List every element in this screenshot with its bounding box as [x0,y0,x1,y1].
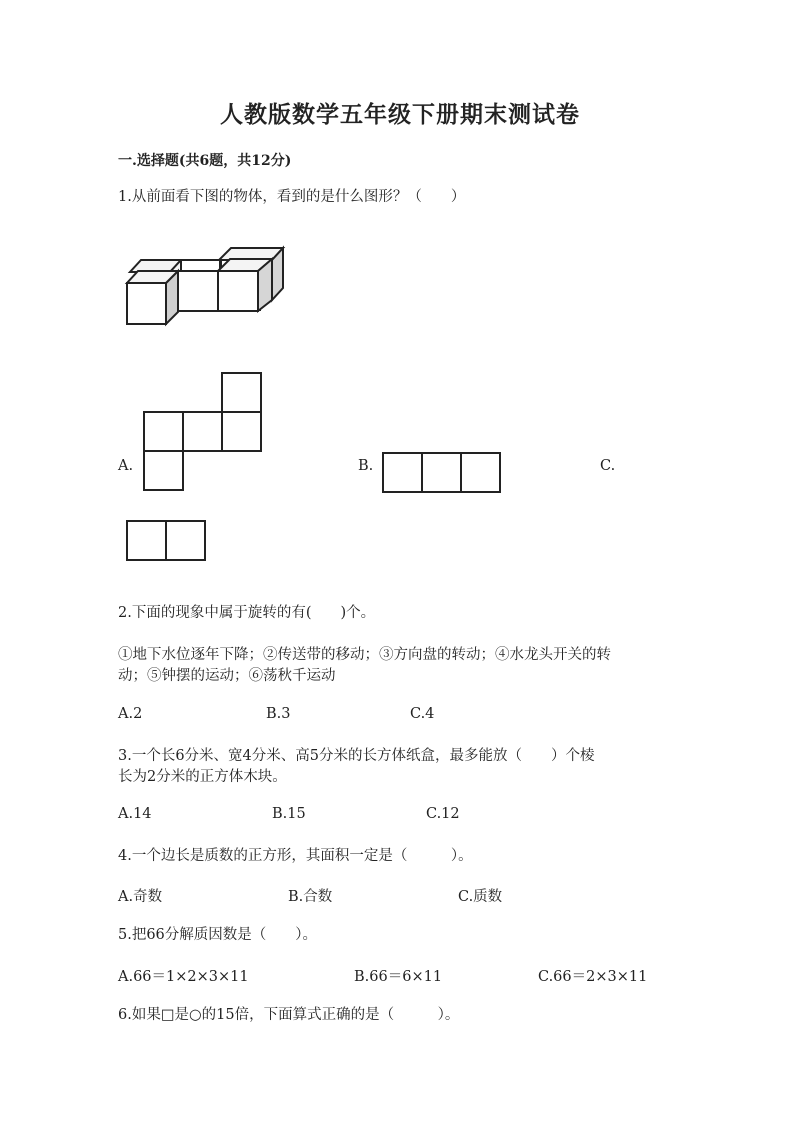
q2-option-c: C.4 [410,706,435,722]
q2-option-a: A.2 [118,706,143,722]
q1-option-c-label: C. [600,458,616,474]
q1-option-a-figure [140,370,265,495]
q1-option-b-label: B. [358,458,374,474]
q5-option-a: A.66＝1×2×3×11 [118,969,249,985]
q4-option-c: C.质数 [458,889,503,905]
q1-option-a-label: A. [118,458,134,474]
q5-option-b: B.66＝6×11 [354,969,443,985]
q3-option-a: A.14 [118,806,152,822]
question-3-line2: 长为2分米的正方体木块。 [118,769,287,785]
page-title: 人教版数学五年级下册期末测试卷 [220,101,580,128]
q3-option-c: C.12 [426,806,460,822]
question-2-detail-line2: 动；⑤钟摆的运动；⑥荡秋千运动 [118,668,336,684]
question-3-line1: 3.一个长6分米、宽4分米、高5分米的长方体纸盒，最多能放（ ）个棱 [118,748,595,764]
q1-option-c-figure [124,518,209,563]
q1-solid-figure [118,240,288,330]
question-4-text: 4.一个边长是质数的正方形，其面积一定是（ ）。 [118,848,473,864]
q4-option-b: B.合数 [288,889,333,905]
q4-option-a: A.奇数 [118,889,163,905]
question-1-text: 1.从前面看下图的物体，看到的是什么图形？（ ） [118,189,466,205]
q5-option-c: C.66＝2×3×11 [538,969,648,985]
question-5-text: 5.把66分解质因数是（ ）。 [118,927,318,943]
q1-option-b-figure [380,450,505,495]
question-2-detail-line1: ①地下水位逐年下降；②传送带的移动；③方向盘的转动；④水龙头开关的转 [118,647,611,663]
q3-option-b: B.15 [272,806,306,822]
q2-option-b: B.3 [266,706,291,722]
question-2-text: 2.下面的现象中属于旋转的有( )个。 [118,605,376,621]
section-heading: 一.选择题(共6题，共12分) [118,153,292,169]
question-6-text: 6.如果□是○的15倍，下面算式正确的是（ ）。 [118,1007,460,1023]
